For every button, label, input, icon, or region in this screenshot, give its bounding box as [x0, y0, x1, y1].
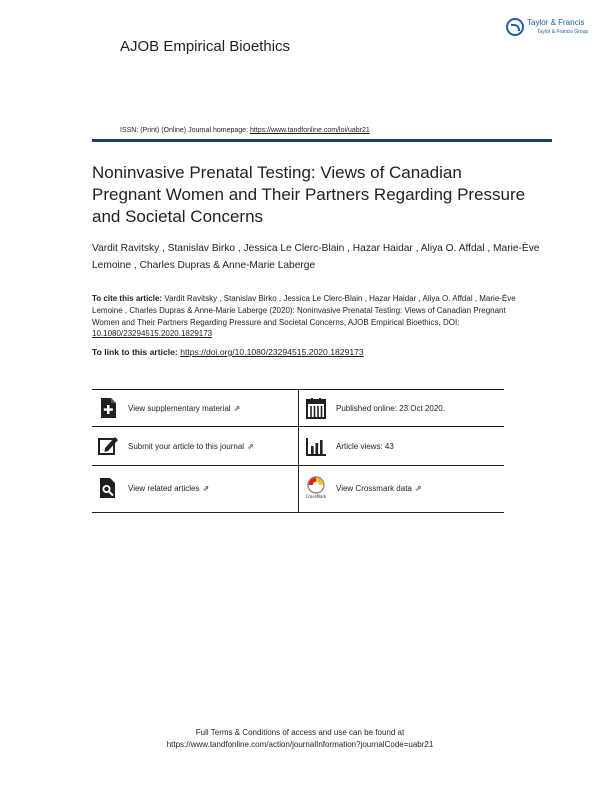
- document-plus-icon: [96, 396, 120, 420]
- article-title: Noninvasive Prenatal Testing: Views of Canadian Pregnant Women and Their Partners Regarding Pressure and Societal Concerns: [92, 163, 526, 226]
- supplementary-material-label: View supplementary material: [128, 403, 231, 413]
- journal-homepage-link[interactable]: https://www.tandfonline.com/loi/uabr21: [249, 127, 370, 134]
- calendar-icon: [304, 396, 328, 420]
- bar-chart-icon: [304, 434, 328, 458]
- journal-name: AJOB Empirical Bioethics: [120, 38, 291, 55]
- external-link-icon: ⇗: [247, 441, 254, 451]
- related-articles-label: View related articles: [128, 483, 200, 493]
- publisher-logo-name: Taylor & Francis: [527, 18, 585, 27]
- citation-block: [92, 293, 532, 340]
- crossmark-badge-text: CrossMark: [305, 494, 327, 499]
- issn-line: [120, 127, 370, 134]
- article-views: [304, 428, 394, 464]
- published-online: [304, 390, 445, 426]
- crossmark-icon: [304, 476, 328, 500]
- header-rule: [92, 139, 552, 142]
- terms-footer: [0, 727, 600, 751]
- external-link-icon: ⇗: [233, 403, 241, 413]
- article-link-label: To link to this article:: [92, 347, 181, 357]
- search-document-icon: [96, 476, 120, 500]
- supplementary-material-link[interactable]: [96, 390, 240, 426]
- publisher-logo[interactable]: [506, 16, 589, 46]
- external-link-icon: ⇗: [202, 483, 210, 493]
- article-views-text: Article views: 43: [336, 441, 394, 451]
- external-link-icon: ⇗: [414, 483, 422, 493]
- terms-line: Full Terms & Conditions of access and use can be found at: [195, 728, 405, 737]
- citation-text: Vardit Ravitsky , Stanislav Birko , Jessica Le Clerc-Blain , Hazar Haidar , Aliya O. Affdal , Marie-Ève Lemoine , Charles Dupras & Anne-Marie Laberge (2020): Noninvasive Prenatal Testing: Views of Canadian Pregnant Women and Their Partners Regarding Pressure and Societal Concerns, AJOB Empirical Bioethics, DOI:: [92, 294, 516, 327]
- publisher-logo-icon: [506, 18, 524, 36]
- submit-article-link[interactable]: [96, 428, 254, 464]
- doi-link[interactable]: 10.1080/23294515.2020.1829173: [92, 329, 213, 339]
- article-authors: Vardit Ravitsky , Stanislav Birko , Jessica Le Clerc-Blain , Hazar Haidar , Aliya O. Affdal , Marie-Ève Lemoine , Charles Dupras & Anne-Marie Laberge: [92, 243, 540, 271]
- crossmark-link[interactable]: [304, 470, 422, 506]
- crossmark-label: View Crossmark data: [336, 483, 412, 493]
- article-link[interactable]: https://doi.org/10.1080/23294515.2020.1829173: [180, 347, 364, 357]
- article-link-line: [92, 347, 364, 357]
- citation-label: To cite this article:: [92, 294, 163, 303]
- publisher-logo-subtitle: Taylor & Francis Group: [537, 29, 589, 35]
- grid-line-vertical: [298, 389, 299, 513]
- terms-url[interactable]: https://www.tandfonline.com/action/journalInformation?journalCode=uabr21: [166, 740, 434, 749]
- edit-icon: [96, 434, 120, 458]
- published-online-text: Published online: 23 Oct 2020.: [336, 403, 445, 413]
- related-articles-link[interactable]: [96, 470, 209, 506]
- submit-article-label: Submit your article to this journal: [128, 441, 245, 451]
- issn-text: ISSN: (Print) (Online) Journal homepage:: [120, 127, 250, 134]
